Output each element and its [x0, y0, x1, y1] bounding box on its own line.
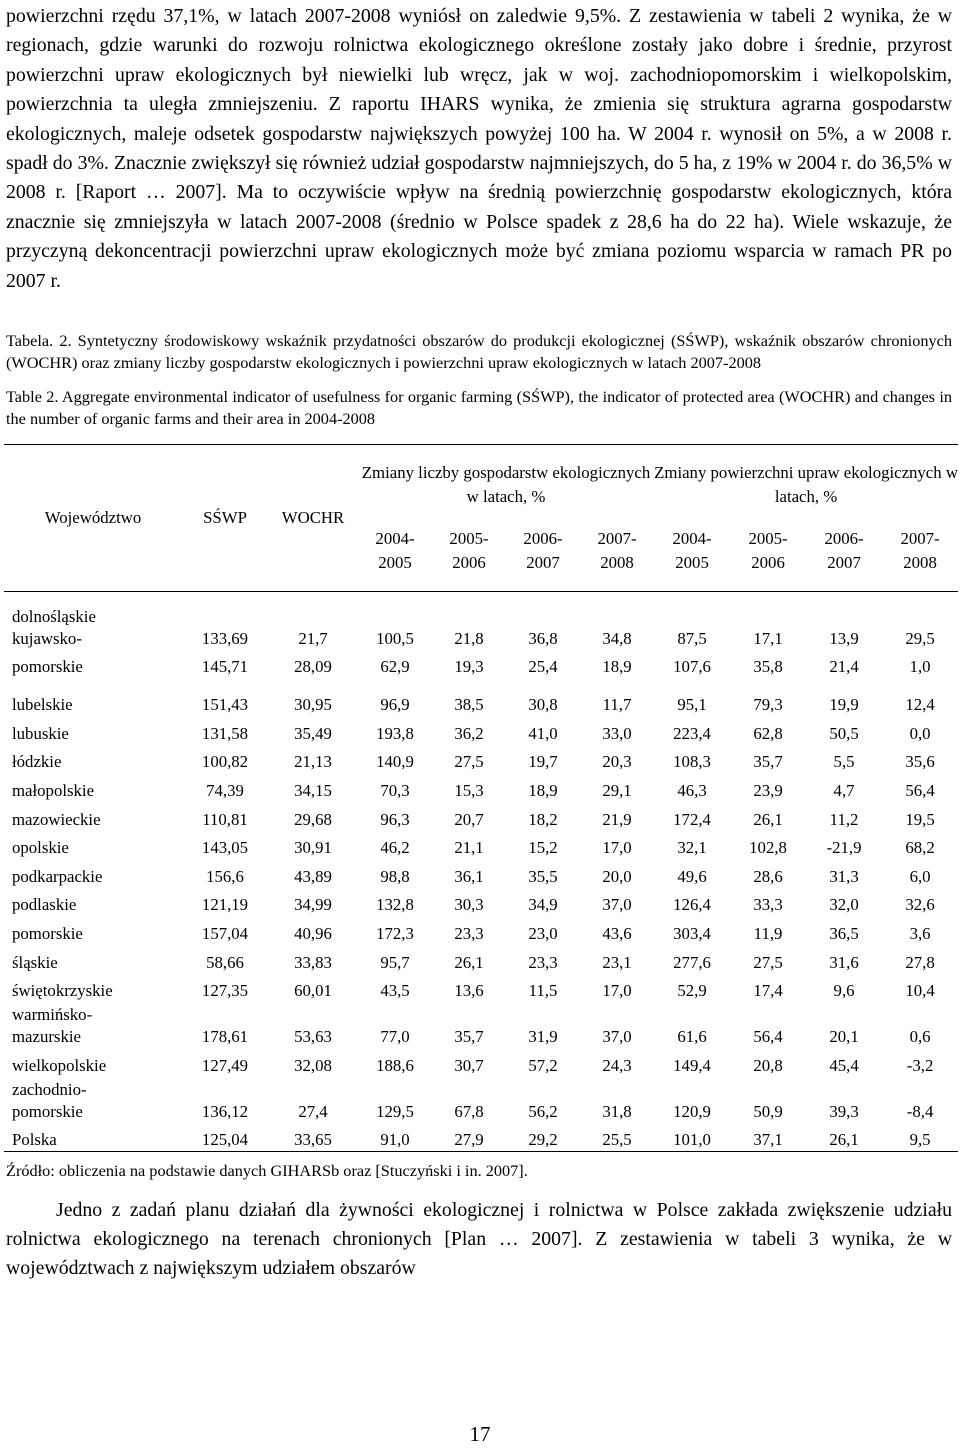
header-period: 2007- 2008: [882, 525, 958, 592]
header-group-farms: Zmiany liczby gospodarstw ekologicznych w latach, %: [358, 445, 654, 526]
table-cell: 133,69: [201, 628, 249, 648]
table-cell: 15,3: [454, 780, 484, 800]
table-cell: 56,4: [905, 780, 935, 800]
region-name: opolskie: [12, 838, 69, 858]
table-cell: 50,5: [829, 723, 859, 743]
header-period: 2006- 2007: [506, 525, 580, 592]
region-name: świętokrzyskie: [12, 981, 113, 1001]
table-cell: 61,6: [677, 1027, 707, 1047]
table-cell: 95,7: [380, 952, 410, 972]
table-cell: 34,8: [602, 628, 632, 648]
table-cell: 188,6: [376, 1055, 414, 1075]
table-cell: 127,49: [201, 1055, 249, 1075]
table-cell: 178,61: [201, 1027, 249, 1047]
table-cell: 27,5: [753, 952, 783, 972]
region-name: małopolskie: [12, 780, 95, 800]
table-cell: 24,3: [602, 1055, 632, 1075]
header-period: 2005- 2006: [432, 525, 506, 592]
table-cell: 37,0: [602, 895, 632, 915]
table-cell: 25,5: [580, 1123, 654, 1152]
table-cell: 125,04: [182, 1123, 268, 1152]
table-cell: 39,3: [829, 1101, 859, 1121]
table-cell: 40,96: [294, 923, 332, 943]
table-cell: 13,9: [829, 628, 859, 648]
table-source-note: Źródło: obliczenia na podstawie danych GIHARSb oraz [Stuczyński i in. 2007].: [6, 1160, 528, 1180]
table-cell: 19,7: [528, 752, 558, 772]
table-cell: 41,0: [528, 723, 558, 743]
table-cell: 30,95: [294, 695, 332, 715]
table-row: [4, 974, 958, 1003]
table-row: [4, 831, 958, 860]
table-row: [4, 1002, 958, 1048]
table-cell: 77,0: [380, 1027, 410, 1047]
table-cell: 18,2: [528, 809, 558, 829]
table-cell: 0,0: [909, 723, 931, 743]
table-cell: 33,83: [294, 952, 332, 972]
table-cell: 100,5: [376, 628, 414, 648]
table-cell: 31,3: [829, 866, 859, 886]
table-cell: 23,1: [602, 952, 632, 972]
table-cell: 140,9: [376, 752, 414, 772]
table-cell: 172,4: [673, 809, 711, 829]
table-cell: 62,9: [380, 657, 410, 677]
table-cell: 121,19: [201, 895, 249, 915]
table-cell: 33,0: [602, 723, 632, 743]
table-cell: 96,3: [380, 809, 410, 829]
table-cell: 32,1: [677, 838, 707, 858]
table-cell: 53,63: [294, 1027, 332, 1047]
data-table: [4, 444, 958, 1152]
table-cell: 91,0: [358, 1123, 432, 1152]
table-cell: 11,2: [829, 809, 859, 829]
table-cell: 38,5: [454, 695, 484, 715]
table-cell: 0,6: [909, 1027, 931, 1047]
table-cell: 31,9: [528, 1027, 558, 1047]
table-cell: 30,7: [454, 1055, 484, 1075]
table-row: [4, 888, 958, 917]
table-cell: 17,0: [602, 981, 632, 1001]
table-cell: 23,3: [454, 923, 484, 943]
table-cell: 30,8: [528, 695, 558, 715]
table-row: [4, 945, 958, 974]
table-cell: 34,9: [528, 895, 558, 915]
table-cell: 21,13: [294, 752, 332, 772]
table-cell: 28,09: [294, 657, 332, 677]
table-cell: 20,3: [602, 752, 632, 772]
table-cell: 23,0: [528, 923, 558, 943]
table-cell: 46,3: [677, 780, 707, 800]
table-cell: 27,8: [905, 952, 935, 972]
table-row: [4, 773, 958, 802]
table-cell: 70,3: [380, 780, 410, 800]
table-cell: 11,5: [528, 981, 558, 1001]
table-cell: 21,8: [454, 628, 484, 648]
table-cell: 9,5: [882, 1123, 958, 1152]
table-cell: 223,4: [673, 723, 711, 743]
table-cell: 136,12: [201, 1101, 249, 1121]
table-row: [4, 745, 958, 774]
table-cell: 17,1: [753, 628, 783, 648]
table-caption-english: Table 2. Aggregate environmental indicator of usefulness for organic farming (SŚWP), the indicator of protected area (WOCHR) and changes in the number of organic farms and their area in 2004-2008: [6, 387, 952, 429]
table-cell: 12,4: [905, 695, 935, 715]
region-name: podlaskie: [12, 895, 77, 915]
table-cell: 33,3: [753, 895, 783, 915]
table-caption-polish: Tabela. 2. Syntetyczny środowiskowy wskaźnik przydatności obszarów do produkcji ekologicznej (SŚWP), wskaźnik obszarów chronionych (WOCHR) oraz zmiany liczby gospodarstw ekologicznych i powierzchni upraw ekologicznych w latach 2007-2008: [6, 331, 952, 373]
region-name: wielkopolskie: [12, 1055, 107, 1075]
table-cell: 43,89: [294, 866, 332, 886]
table-cell: 21,4: [829, 657, 859, 677]
table-cell: 32,0: [829, 895, 859, 915]
table-cell: 87,5: [677, 628, 707, 648]
table-cell: 11,9: [753, 923, 783, 943]
table-cell: 96,9: [380, 695, 410, 715]
table-cell: 20,1: [829, 1027, 859, 1047]
table-cell: 25,4: [528, 657, 558, 677]
table-cell: 30,91: [294, 838, 332, 858]
table-cell: 74,39: [206, 780, 244, 800]
region-name: Polska: [4, 1123, 182, 1152]
table-cell: 157,04: [201, 923, 249, 943]
table-cell: 5,5: [833, 752, 855, 772]
header-region: Województwo: [4, 445, 182, 592]
table-cell: 129,5: [376, 1101, 414, 1121]
table-cell: 19,9: [829, 695, 859, 715]
table-cell: 126,4: [673, 895, 711, 915]
table-cell: 110,81: [202, 809, 248, 829]
table-cell: 29,5: [905, 628, 935, 648]
table-cell: 21,7: [298, 628, 328, 648]
table-cell: 35,7: [753, 752, 783, 772]
table-cell: 107,6: [673, 657, 711, 677]
table-cell: 145,71: [201, 657, 249, 677]
table-cell: 37,1: [730, 1123, 806, 1152]
table-cell: 36,1: [454, 866, 484, 886]
table-cell: 18,9: [602, 657, 632, 677]
table-cell: 58,66: [206, 952, 244, 972]
table-cell: 68,2: [905, 838, 935, 858]
table-cell: 34,99: [294, 895, 332, 915]
table-cell: 10,4: [905, 981, 935, 1001]
document-page: [6, 0, 958, 1283]
table-row: [4, 916, 958, 945]
table-cell: 35,6: [905, 752, 935, 772]
table-cell: 20,7: [454, 809, 484, 829]
table-cell: 1,0: [909, 657, 931, 677]
table-cell: 30,3: [454, 895, 484, 915]
table-cell: 32,6: [905, 895, 935, 915]
table-cell: 26,1: [454, 952, 484, 972]
table-cell: 28,6: [753, 866, 783, 886]
table-row: [4, 716, 958, 745]
table-cell: 36,5: [829, 923, 859, 943]
table-cell: 35,7: [454, 1027, 484, 1047]
table-cell: 46,2: [380, 838, 410, 858]
table-cell: 4,7: [833, 780, 855, 800]
table-cell: 17,4: [753, 981, 783, 1001]
table-cell: 127,35: [201, 981, 249, 1001]
table-cell: 100,82: [201, 752, 249, 772]
table-cell: 29,2: [506, 1123, 580, 1152]
table-cell: 18,9: [528, 780, 558, 800]
table-cell: 193,8: [376, 723, 414, 743]
table-cell: 62,8: [753, 723, 783, 743]
table-cell: 6,0: [909, 866, 931, 886]
table-cell: 27,4: [298, 1101, 328, 1121]
header-sswp: SŚWP: [182, 445, 268, 592]
table-cell: 151,43: [201, 695, 249, 715]
table-cell: 102,8: [749, 838, 787, 858]
table-cell: 132,8: [376, 895, 414, 915]
table-cell: 3,6: [909, 923, 931, 943]
table-cell: 26,1: [753, 809, 783, 829]
table-row: [4, 650, 958, 679]
table-cell: 101,0: [654, 1123, 730, 1152]
table-cell: 34,15: [294, 780, 332, 800]
table-cell: 131,58: [201, 723, 249, 743]
region-name: pomorskie: [12, 923, 83, 943]
table-cell: 37,0: [602, 1027, 632, 1047]
table-cell: 36,2: [454, 723, 484, 743]
table-cell: 31,6: [829, 952, 859, 972]
table-cell: 95,1: [677, 695, 707, 715]
table-cell: 19,5: [905, 809, 935, 829]
table-cell: 9,6: [833, 981, 855, 1001]
table-cell: -3,2: [906, 1055, 934, 1075]
table-cell: 56,2: [528, 1101, 558, 1121]
table-row: [4, 678, 958, 716]
table-cell: 79,3: [753, 695, 783, 715]
table-cell: 23,9: [753, 780, 783, 800]
table-cell: 11,7: [602, 695, 632, 715]
table-cell: 108,3: [673, 752, 711, 772]
header-period: 2007- 2008: [580, 525, 654, 592]
table-cell: 303,4: [673, 923, 711, 943]
table-cell: 31,8: [602, 1101, 632, 1121]
table-cell: 60,01: [294, 981, 332, 1001]
table-cell: 43,5: [380, 981, 410, 1001]
region-name: łódzkie: [12, 752, 62, 772]
table-row: [4, 1123, 958, 1152]
table-cell: 35,5: [528, 866, 558, 886]
header-group-area: Zmiany powierzchni upraw ekologicznych w latach, %: [654, 445, 958, 526]
header-wochr: WOCHR: [268, 445, 358, 592]
table-cell: 17,0: [602, 838, 632, 858]
table-cell: 15,2: [528, 838, 558, 858]
table-cell: 143,05: [201, 838, 249, 858]
table-cell: 23,3: [528, 952, 558, 972]
table-cell: 149,4: [673, 1055, 711, 1075]
header-period: 2004- 2005: [358, 525, 432, 592]
table-row: [4, 859, 958, 888]
table-cell: 277,6: [673, 952, 711, 972]
table-cell: 98,8: [380, 866, 410, 886]
page-number: 17: [469, 1422, 491, 1446]
table-cell: 35,8: [753, 657, 783, 677]
table-cell: 27,9: [432, 1123, 506, 1152]
table-row: [4, 592, 958, 650]
header-period: 2004- 2005: [654, 525, 730, 592]
table-cell: 35,49: [294, 723, 332, 743]
region-name: pomorskie: [12, 657, 83, 677]
region-name: dolnośląskie kujawsko-: [12, 606, 96, 648]
table-cell: 21,9: [602, 809, 632, 829]
region-name: zachodnio- pomorskie: [12, 1079, 87, 1121]
table-cell: 156,6: [206, 866, 244, 886]
region-name: podkarpackie: [12, 866, 103, 886]
table-cell: -21,9: [826, 838, 862, 858]
table-cell: 67,8: [454, 1101, 484, 1121]
table-row: [4, 1048, 958, 1077]
table-row: [4, 1077, 958, 1123]
table-cell: 21,1: [454, 838, 484, 858]
table-cell: 52,9: [677, 981, 707, 1001]
header-period: 2005- 2006: [730, 525, 806, 592]
table-cell: 29,1: [602, 780, 632, 800]
table-cell: 120,9: [673, 1101, 711, 1121]
body-paragraph-top: powierzchni rzędu 37,1%, w latach 2007-2008 wyniósł on zaledwie 9,5%. Z zestawienia w tabeli 2 wynika, że w regionach, gdzie warunki do rozwoju rolnictwa ekologicznego określone zostały jako dobre i średnie, przyrost powierzchni upraw ekologicznych był niewielki lub wręcz, jak w woj. zachodniopomorskim i wielkopolskim, powierzchnia ta uległa zmniejszeniu. Z raportu IHARS wynika, że zmienia się struktura agrarna gospodarstw ekologicznych, maleje odsetek gospodarstw największych powyżej 100 ha. W 2004 r. wynosił on 5%, a w 2008 r. spadł do 3%. Znacznie zwiększył się również udział gospodarstw najmniejszych, do 5 ha, z 19% w 2004 r. do 36,5% w 2008 r. [Raport … 2007]. Ma to oczywiście wpływ na średnią powierzchnię gospodarstw ekologicznych, która znacznie się zmniejszyła w latach 2007-2008 (średnio w Polsce spadek z 28,6 ha do 22 ha). Wiele wskazuje, że przyczyną dekoncentracji powierzchni upraw ekologicznych może być zmiana poziomu wsparcia w ramach PR po 2007 r.: [6, 5, 952, 292]
table-cell: -8,4: [906, 1101, 934, 1121]
table-cell: 20,8: [753, 1055, 783, 1075]
header-period: 2006- 2007: [806, 525, 882, 592]
region-name: śląskie: [12, 952, 58, 972]
table-cell: 29,68: [294, 809, 332, 829]
table-cell: 26,1: [806, 1123, 882, 1152]
region-name: mazowieckie: [12, 809, 101, 829]
table-cell: 56,4: [753, 1027, 783, 1047]
table-cell: 33,65: [268, 1123, 358, 1152]
table-cell: 57,2: [528, 1055, 558, 1075]
region-name: warmińsko- mazurskie: [12, 1005, 93, 1047]
table-cell: 13,6: [454, 981, 484, 1001]
table-cell: 43,6: [602, 923, 632, 943]
table-row: [4, 802, 958, 831]
table-cell: 49,6: [677, 866, 707, 886]
table-cell: 50,9: [753, 1101, 783, 1121]
table-cell: 32,08: [294, 1055, 332, 1075]
region-name: lubuskie: [12, 723, 69, 743]
table-cell: 27,5: [454, 752, 484, 772]
table-cell: 20,0: [602, 866, 632, 886]
body-paragraph-bottom: Jedno z zadań planu działań dla żywności ekologicznej i rolnictwa w Polsce zakłada zwiększenie udziału rolnictwa ekologicznego na terenach chronionych [Plan … 2007]. Z zestawienia w tabeli 3 wynika, że w województwach z największym udziałem obszarów: [6, 1198, 952, 1280]
table-cell: 172,3: [376, 923, 414, 943]
table-cell: 36,8: [528, 628, 558, 648]
table-cell: 19,3: [454, 657, 484, 677]
region-name: lubelskie: [12, 695, 73, 715]
table-cell: 45,4: [829, 1055, 859, 1075]
